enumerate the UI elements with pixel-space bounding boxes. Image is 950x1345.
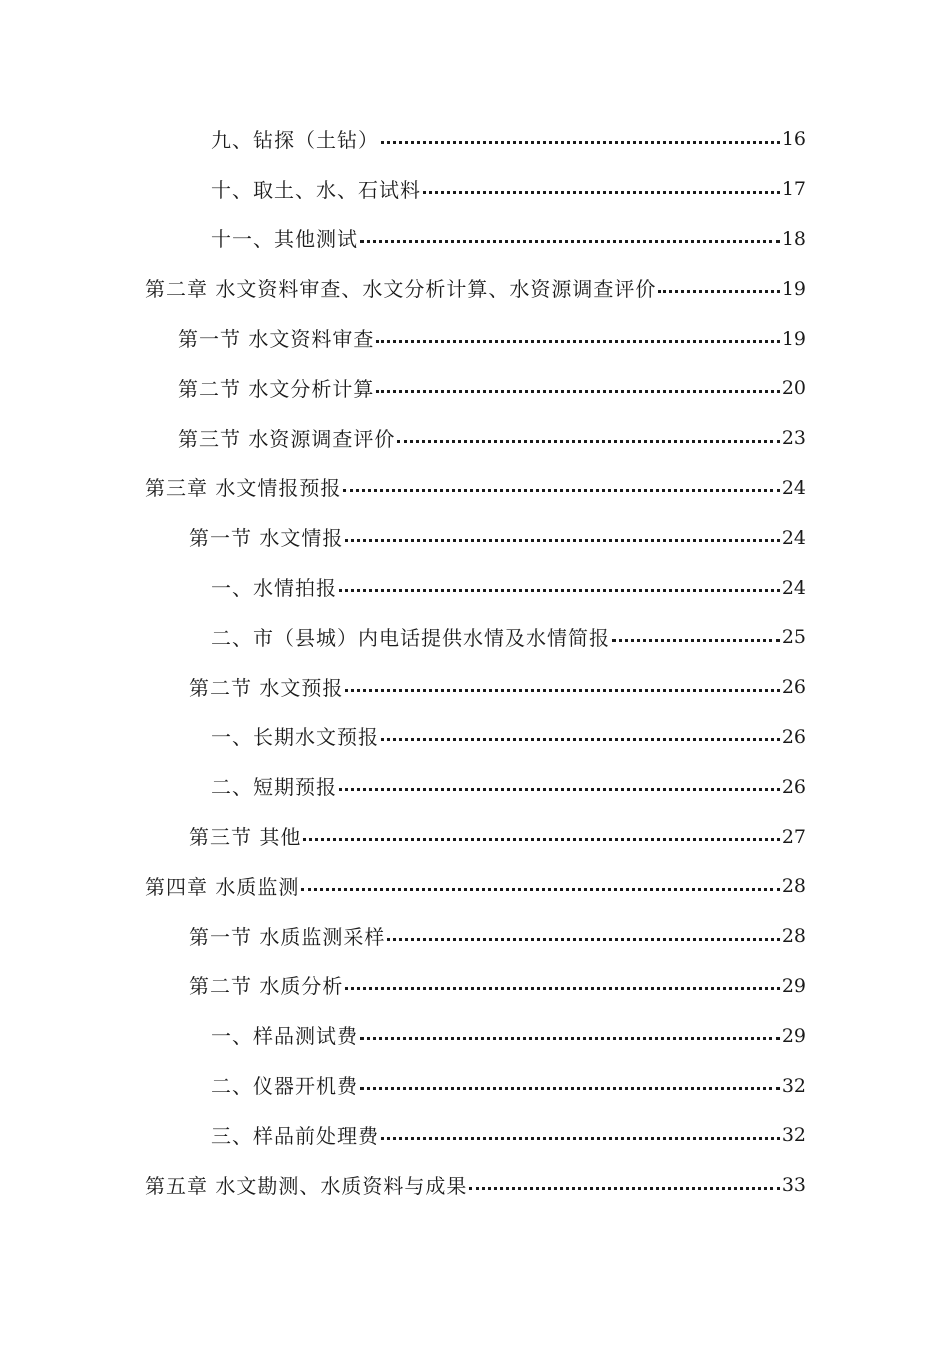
- toc-entry-title: 第二节 水质分析: [189, 974, 344, 999]
- toc-page-number: 32: [781, 1124, 806, 1147]
- toc-entry-title: 第二节 水文预报: [189, 675, 344, 700]
- toc-entry-title: 第三节 其他: [189, 825, 302, 850]
- toc-entry-section[interactable]: [0, 414, 950, 464]
- toc-dot-leader: [658, 279, 779, 299]
- toc-page-number: 32: [781, 1074, 806, 1097]
- toc-page-number: 26: [781, 775, 806, 798]
- toc-dot-leader: [360, 1026, 780, 1046]
- toc-page-number: 24: [781, 526, 806, 549]
- toc-entry-title: 第三节 水资源调查评价: [178, 426, 396, 451]
- toc-entry-section[interactable]: [0, 513, 950, 563]
- toc-page-number: 23: [781, 427, 806, 450]
- toc-dot-leader: [343, 478, 779, 498]
- toc-entry-title: 第一节 水文情报: [189, 526, 344, 551]
- toc-entry-title: 第一节 水文资料审查: [178, 327, 375, 352]
- toc-entry[interactable]: [0, 115, 950, 165]
- toc-dot-leader: [381, 130, 780, 150]
- toc-page-number: 27: [781, 825, 806, 848]
- toc-page-number: 28: [781, 875, 806, 898]
- toc-entry[interactable]: [0, 215, 950, 265]
- toc-entry-section[interactable]: [0, 314, 950, 364]
- toc-entry[interactable]: [0, 613, 950, 663]
- toc-entry-title: 九、钻探（土钻）: [211, 127, 379, 152]
- toc-page-number: 28: [781, 925, 806, 948]
- toc-dot-leader: [301, 877, 779, 897]
- toc-dot-leader: [376, 329, 779, 349]
- toc-dot-leader: [360, 1076, 780, 1096]
- toc-entry[interactable]: [0, 1061, 950, 1111]
- toc-dot-leader: [376, 379, 779, 399]
- toc-entry-title: 第三章 水文情报预报: [145, 476, 342, 501]
- toc-dot-leader: [381, 1126, 780, 1146]
- toc-entry-section[interactable]: [0, 912, 950, 962]
- toc-entry-section[interactable]: [0, 663, 950, 713]
- toc-dot-leader: [339, 777, 780, 797]
- toc-entry-title: 二、市（县城）内电话提供水情及水情简报: [211, 625, 610, 650]
- toc-dot-leader: [397, 429, 779, 449]
- toc-dot-leader: [381, 727, 780, 747]
- toc-dot-leader: [612, 628, 780, 648]
- toc-dot-leader: [423, 180, 780, 200]
- toc-entry-title: 第五章 水文勘测、水质资料与成果: [145, 1173, 468, 1198]
- toc-page-number: 16: [781, 128, 806, 151]
- toc-entry-title: 三、样品前处理费: [211, 1123, 379, 1148]
- toc-page-number: 19: [781, 277, 806, 300]
- toc-entry-section[interactable]: [0, 812, 950, 862]
- toc-page-number: 29: [781, 1024, 806, 1047]
- toc-entry[interactable]: [0, 1111, 950, 1161]
- toc-page-number: 26: [781, 725, 806, 748]
- toc-page-number: 26: [781, 676, 806, 699]
- toc-entry-section[interactable]: [0, 962, 950, 1012]
- toc-entry-chapter[interactable]: [0, 862, 950, 912]
- toc-dot-leader: [360, 229, 780, 249]
- toc-dot-leader: [345, 976, 779, 996]
- toc-entry-title: 一、样品测试费: [211, 1024, 358, 1049]
- toc-dot-leader: [345, 678, 779, 698]
- toc-dot-leader: [345, 528, 779, 548]
- toc-page-number: 19: [781, 327, 806, 350]
- toc-entry-title: 第二节 水文分析计算: [178, 376, 375, 401]
- toc-entry-chapter[interactable]: [0, 264, 950, 314]
- table-of-contents: [0, 115, 950, 1211]
- toc-page-number: 20: [781, 377, 806, 400]
- toc-entry-title: 第一节 水质监测采样: [189, 924, 386, 949]
- toc-entry-chapter[interactable]: [0, 1161, 950, 1211]
- toc-entry-title: 一、水情拍报: [211, 576, 337, 601]
- toc-page-number: 29: [781, 974, 806, 997]
- toc-entry-title: 二、仪器开机费: [211, 1074, 358, 1099]
- toc-entry-chapter[interactable]: [0, 464, 950, 514]
- toc-entry-title: 一、长期水文预报: [211, 725, 379, 750]
- toc-entry[interactable]: [0, 563, 950, 613]
- toc-page-number: 18: [781, 227, 806, 250]
- toc-page-number: 24: [781, 576, 806, 599]
- toc-page-number: 33: [781, 1174, 806, 1197]
- toc-entry[interactable]: [0, 165, 950, 215]
- toc-dot-leader: [387, 927, 779, 947]
- toc-dot-leader: [339, 578, 780, 598]
- toc-entry-section[interactable]: [0, 364, 950, 414]
- toc-dot-leader: [303, 827, 779, 847]
- toc-entry-title: 十、取土、水、石试料: [211, 177, 421, 202]
- toc-entry-title: 第二章 水文资料审查、水文分析计算、水资源调查评价: [145, 277, 657, 302]
- toc-entry[interactable]: [0, 762, 950, 812]
- toc-entry-title: 第四章 水质监测: [145, 874, 300, 899]
- toc-entry[interactable]: [0, 713, 950, 763]
- toc-page-number: 17: [781, 178, 806, 201]
- toc-entry-title: 十一、其他测试: [211, 227, 358, 252]
- toc-dot-leader: [469, 1176, 779, 1196]
- toc-page-number: 24: [781, 476, 806, 499]
- toc-entry[interactable]: [0, 1011, 950, 1061]
- toc-entry-title: 二、短期预报: [211, 775, 337, 800]
- toc-page-number: 25: [781, 626, 806, 649]
